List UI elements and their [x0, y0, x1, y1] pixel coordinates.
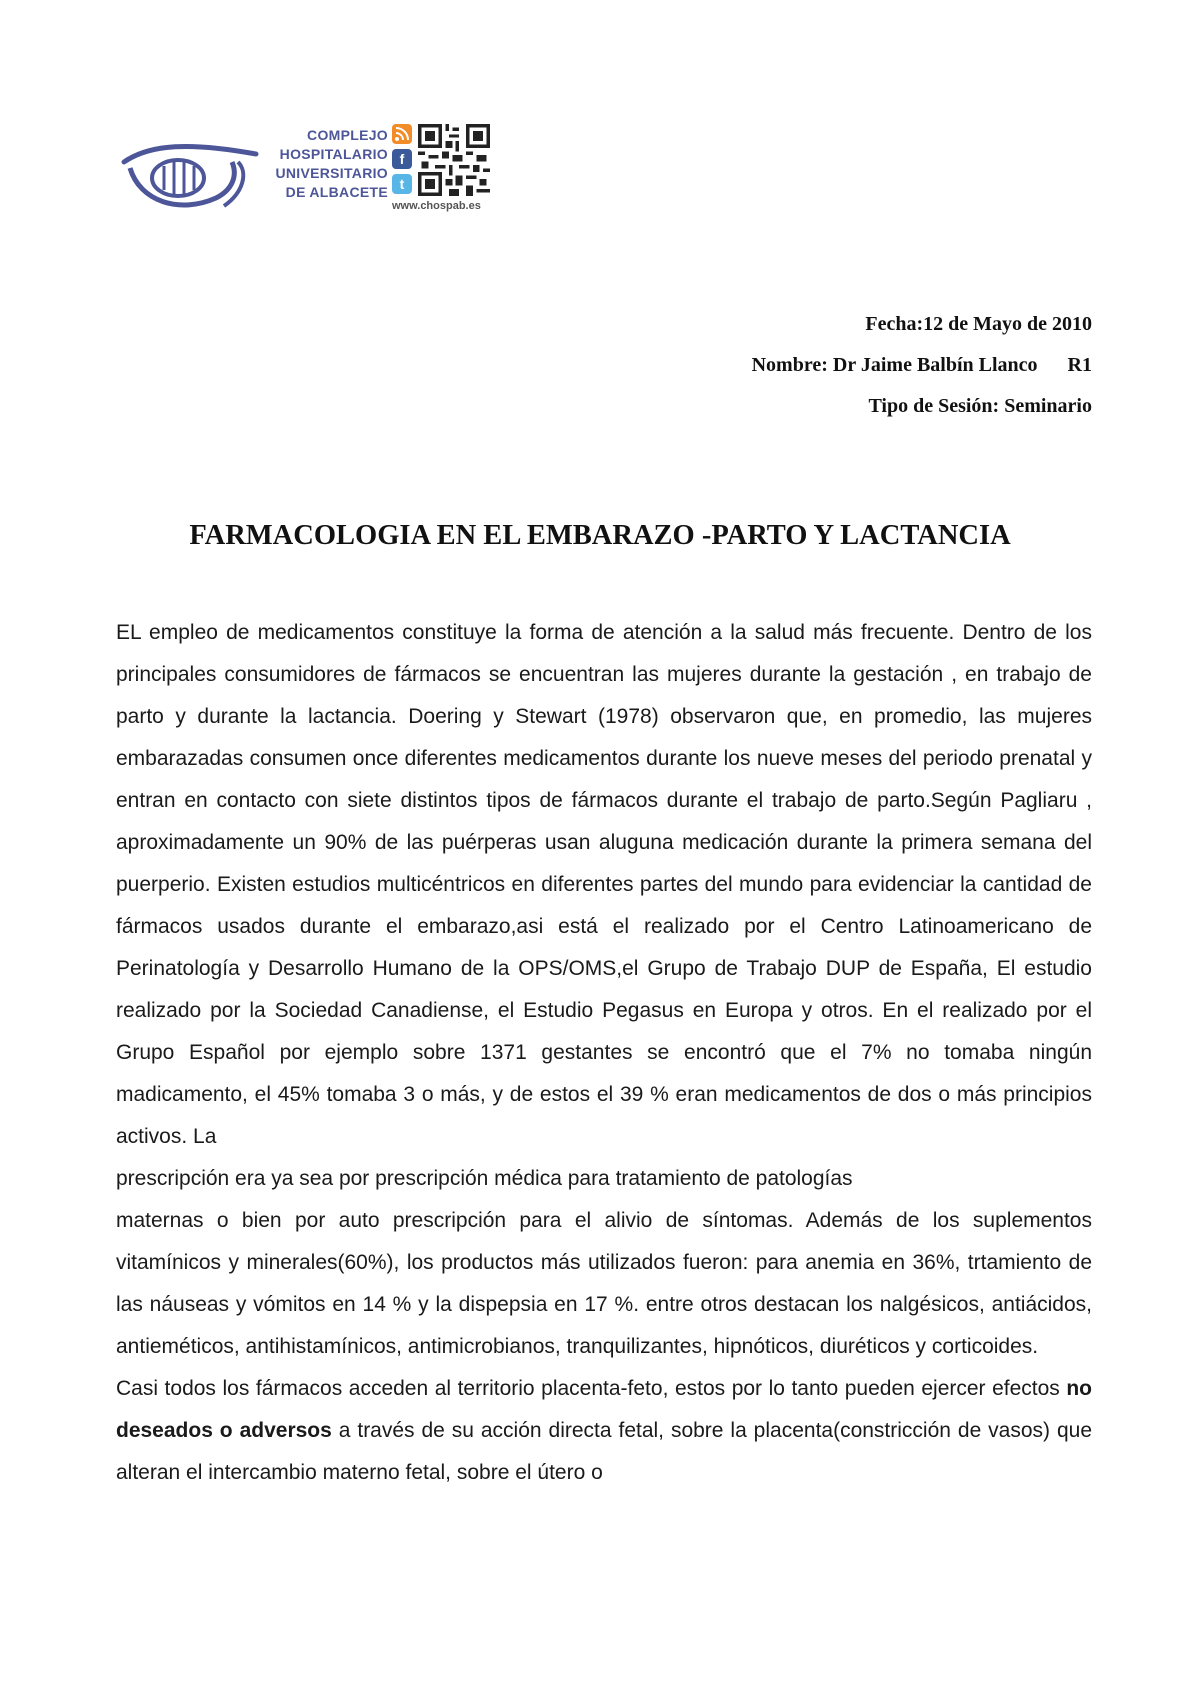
- paragraph-3-bold: no deseados o adversos: [116, 1377, 1092, 1442]
- facebook-icon[interactable]: f: [392, 149, 412, 169]
- paragraph-1: EL empleo de medicamentos constituye la forma de atención a la salud más frecuente. Dentro de los principales consumidores de fármacos se encuentran las mujeres durante la gestación , en trabajo de parto y durante la lactancia. Doering y Stewart (1978) observaron que, en promedio, las mujeres embarazadas consumen once diferentes medicamentos durante los nueve meses del periodo prenatal y entran en contacto con siete distintos tipos de fármacos durante el trabajo de parto.Según Pagliaru , aproximadamente un 90% de las puérperas usan aluguna medicación durante la primera semana del puerperio. Existen estudios multicéntricos en diferentes partes del mundo para evidenciar la cantidad de fármacos usados durante el embarazo,asi está el realizado por el Centro Latinoamericano de Perinatología y Desarrollo Humano de la OPS/OMS,el Grupo de Trabajo DUP de España, El estudio realizado por la Sociedad Canadiense, el Estudio Pegasus en Europa y otros. En el realizado por el Grupo Español por ejemplo sobre 1371 gestantes se encontró que el 7% no tomaba ningún madicamento, el 45% tomaba 3 o más, y de estos el 39 % eran medicamentos de dos o más principios activos. La: [116, 621, 1092, 1148]
- document-meta: [752, 304, 1092, 427]
- social-icons: [392, 124, 414, 199]
- author-line: [752, 345, 1092, 386]
- paragraph-3: [116, 1368, 1092, 1494]
- document-body: [116, 612, 1092, 1494]
- author-name: Nombre: Dr Jaime Balbín Llanco: [751, 354, 1038, 376]
- logo-line-1: COMPLEJO: [307, 127, 388, 143]
- document-title: FARMACOLOGIA EN EL EMBARAZO -PARTO Y LACTANCIA: [189, 520, 1011, 551]
- hospital-logo: [120, 120, 510, 220]
- qr-code-icon: [418, 124, 490, 196]
- hospital-emblem-icon: [120, 132, 260, 212]
- logo-line-4: DE ALBACETE: [285, 184, 388, 200]
- paragraph-3-start: Casi todos los fármacos acceden al territorio placenta-feto, estos por lo tanto pueden ejercer efectos: [116, 1377, 1067, 1400]
- paragraph-2: maternas o bien por auto prescripción para el alivio de síntomas. Además de los suplementos vitamínicos y minerales(60%), los productos más utilizados fueron: para anemia en 36%, trtamiento de las náuseas y vómitos en 14 % y la dispepsia en 17 %. entre otros destacan los nalgésicos, antiácidos, antieméticos, antihistamínicos, antimicrobianos, tranquilizantes, hipnóticos, diuréticos y corticoides.: [116, 1209, 1092, 1358]
- logo-line-3: UNIVERSITARIO: [275, 165, 388, 181]
- logo-line-2: HOSPITALARIO: [279, 146, 388, 162]
- paragraph-1-last-line: prescripción era ya sea por prescripción médica para tratamiento de patologías: [116, 1167, 853, 1190]
- session-type-line: Tipo de Sesión: Seminario: [868, 395, 1092, 417]
- date-line: Fecha:12 de Mayo de 2010: [865, 313, 1092, 335]
- paragraph-3-end: a través de su acción directa fetal, sobre la placenta(constricción de vasos) que alteran el intercambio materno fetal, sobre el útero o: [116, 1419, 1092, 1484]
- rss-icon[interactable]: [392, 124, 412, 144]
- twitter-icon[interactable]: t: [392, 174, 412, 194]
- hospital-name: [248, 126, 388, 202]
- residency-level: R1: [1067, 354, 1092, 376]
- website-url: www.chospab.es: [392, 200, 481, 212]
